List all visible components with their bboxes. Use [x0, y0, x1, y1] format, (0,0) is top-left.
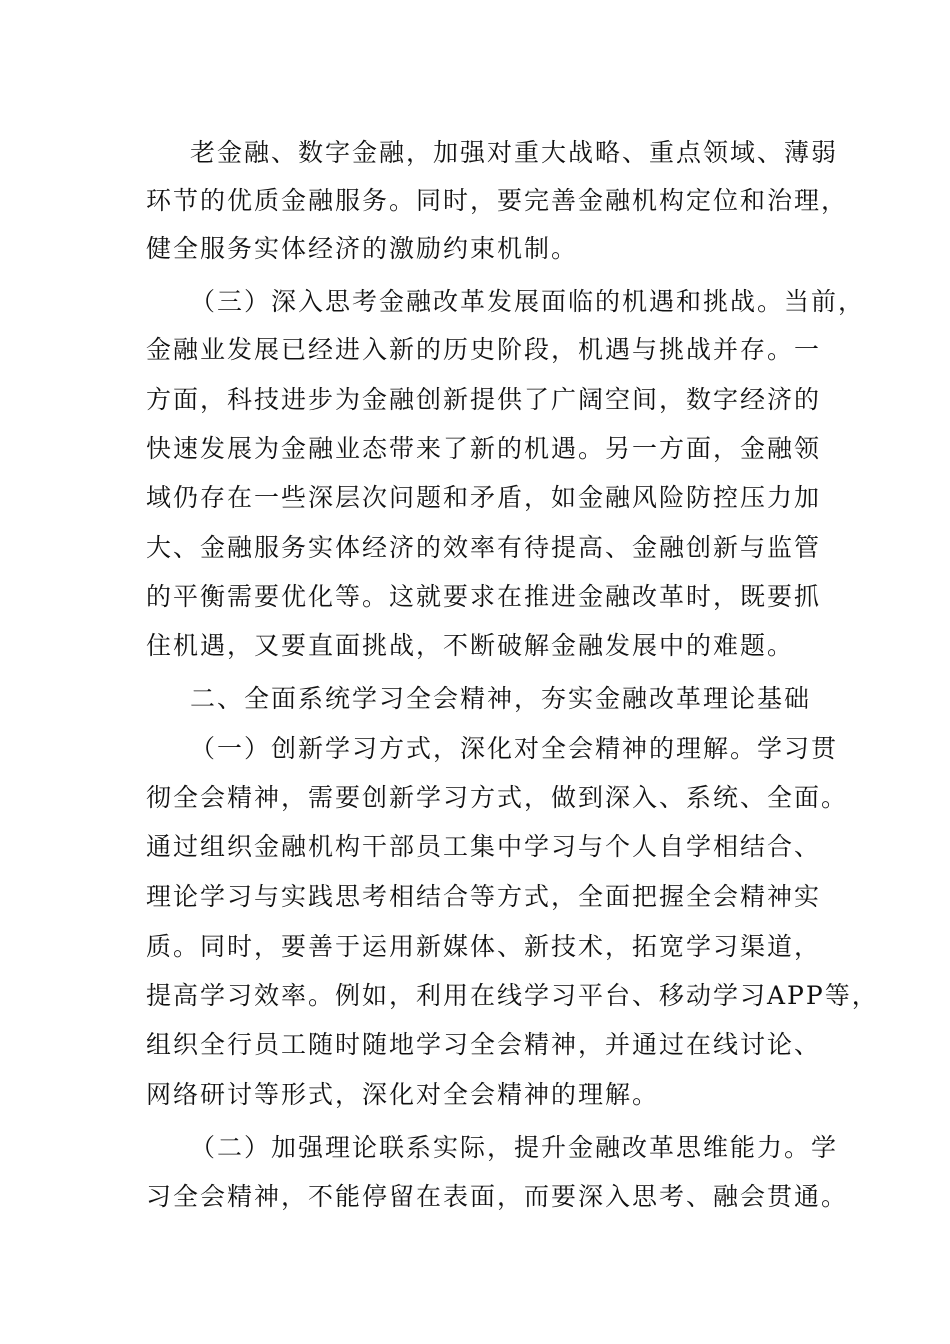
text-line: 快速发展为金融业态带来了新的机遇。另一方面，金融领: [146, 434, 822, 463]
text-line: 金融业发展已经进入新的历史阶段，机遇与挑战并存。一: [146, 335, 822, 364]
text-line: 环节的优质金融服务。同时，要完善金融机构定位和治理，: [146, 186, 849, 215]
text-line: 质。同时，要善于运用新媒体、新技术，拓宽学习渠道，: [146, 932, 822, 961]
text-line: 方面，科技进步为金融创新提供了广阔空间，数字经济的: [146, 385, 822, 414]
text-line: 的平衡需要优化等。这就要求在推进金融改革时，既要抓: [146, 582, 822, 611]
text-line: 网络研讨等形式，深化对全会精神的理解。: [146, 1080, 660, 1109]
text-line: 彻全会精神，需要创新学习方式，做到深入、系统、全面。: [146, 783, 849, 812]
text-line: 组织全行员工随时随地学习全会精神，并通过在线讨论、: [146, 1030, 822, 1059]
section-heading: （二）加强理论联系实际，提升金融改革思维能力。学: [190, 1133, 839, 1162]
text-line: 通过组织金融机构干部员工集中学习与个人自学相结合、: [146, 832, 822, 861]
text-line: 习全会精神，不能停留在表面，而要深入思考、融会贯通。: [146, 1182, 849, 1211]
text-line: 住机遇，又要直面挑战，不断破解金融发展中的难题。: [146, 631, 795, 660]
text-line: 提高学习效率。例如，利用在线学习平台、移动学习APP等，: [146, 981, 879, 1010]
text-line: 健全服务实体经济的激励约束机制。: [146, 234, 579, 263]
chapter-heading: 二、全面系统学习全会精神，夯实金融改革理论基础: [190, 684, 812, 713]
section-heading: （三）深入思考金融改革发展面临的机遇和挑战。当前，: [190, 287, 866, 316]
section-heading: （一）创新学习方式，深化对全会精神的理解。学习贯: [190, 734, 839, 763]
text-line: 大、金融服务实体经济的效率有待提高、金融创新与监管: [146, 533, 822, 562]
text-line: 域仍存在一些深层次问题和矛盾，如金融风险防控压力加: [146, 483, 822, 512]
text-line: 老金融、数字金融，加强对重大战略、重点领域、薄弱: [190, 138, 839, 167]
text-line: 理论学习与实践思考相结合等方式，全面把握全会精神实: [146, 882, 822, 911]
